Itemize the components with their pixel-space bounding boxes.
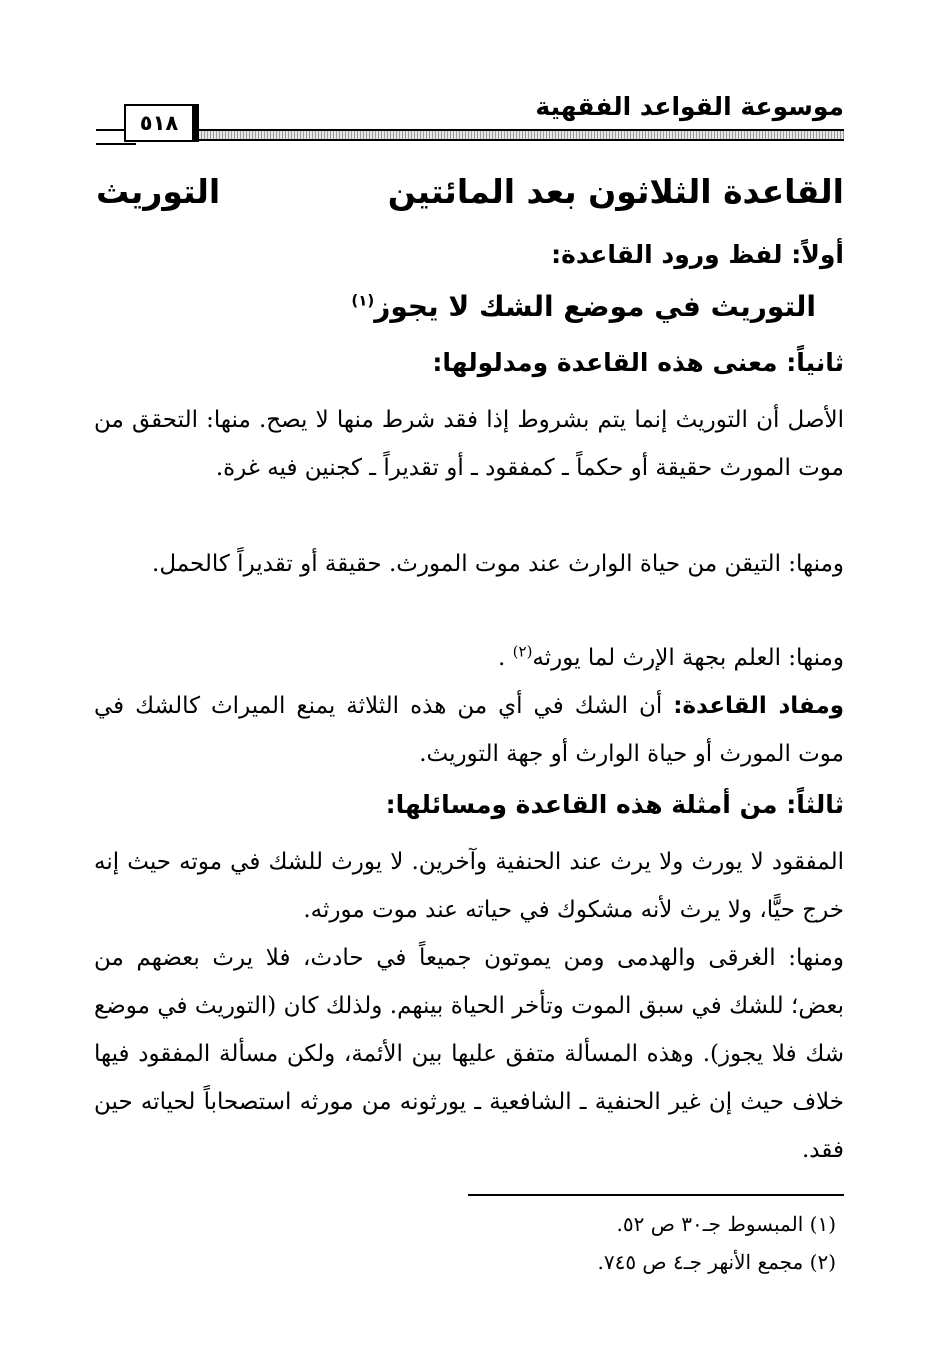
paragraph-meaning-3 <box>94 634 844 682</box>
paragraph-example-2: ومنها: الغرقى والهدمى ومن يموتون جميعاً في حادث، فلا يرث بعضهم من بعض؛ للشك في سبق الموت وتأخر الحياة بينهم. ولذلك كان (التوريث في موضع شك فلا يجوز). وهذه المسألة متفق عليها بين الأئمة، ولكن مسألة المفقود فيها خلاف حيث إن غير الحنفية ـ الشافعية ـ يورثونه من مورثه استصحاباً لحياته حين فقد. <box>94 945 844 1163</box>
topic-title: التوريث <box>96 172 221 211</box>
rule-statement-text: التوريث في موضع الشك لا يجوز <box>374 290 816 323</box>
paragraph-meaning-4 <box>94 682 844 778</box>
paragraph-meaning-4-lead: ومفاد القاعدة: <box>673 693 844 719</box>
page-number: ٥١٨ <box>124 104 199 142</box>
paragraph-meaning-2: ومنها: التيقن من حياة الوارث عند موت المورث. حقيقة أو تقديراً كالحمل. <box>152 551 844 577</box>
section-heading-2: ثانياً: معنى هذه القاعدة ومدلولها: <box>432 348 844 377</box>
footnote-marker-1: (١) <box>351 291 375 310</box>
rule-title: القاعدة الثلاثون بعد المائتين <box>387 172 844 211</box>
section-heading-3: ثالثاً: من أمثلة هذه القاعدة ومسائلها: <box>385 790 844 819</box>
footnote-rule <box>468 1194 844 1196</box>
paragraph-meaning-3-end: . <box>498 645 513 671</box>
header-rule <box>96 129 844 141</box>
running-title: موسوعة القواعد الفقهية <box>535 92 844 121</box>
paragraph-meaning-4-text: أن الشك في أي من هذه الثلاثة يمنع الميراث كالشك في موت المورث أو حياة الوارث أو جهة التوريث. <box>94 693 844 767</box>
footnote-2: (٢) مجمع الأنهر جـ٤ ص ٧٤٥. <box>597 1250 836 1274</box>
paragraph-example-1: المفقود لا يورث ولا يرث عند الحنفية وآخرين. لا يورث للشك في موته حيث إنه خرج حيًّا، ولا يرث لأنه مشكوك في حياته عند موت مورثه. <box>94 849 844 923</box>
footnote-marker-2: (٢) <box>512 642 533 661</box>
paragraph-meaning-1: الأصل أن التوريث إنما يتم بشروط إذا فقد شرط منها لا يصح. منها: التحقق من موت المورث حقيقة أو حكماً ـ كمفقود ـ أو تقديراً ـ كجنين فيه غرة. <box>94 407 844 481</box>
page-header <box>96 92 844 152</box>
paragraph-meaning-3-text: ومنها: العلم بجهة الإرث لما يورثه <box>532 645 844 671</box>
footnote-1: (١) المبسوط جـ٣٠ ص ٥٢. <box>616 1212 836 1236</box>
rule-statement <box>351 290 816 323</box>
section-heading-1: أولاً: لفظ ورود القاعدة: <box>551 240 844 269</box>
